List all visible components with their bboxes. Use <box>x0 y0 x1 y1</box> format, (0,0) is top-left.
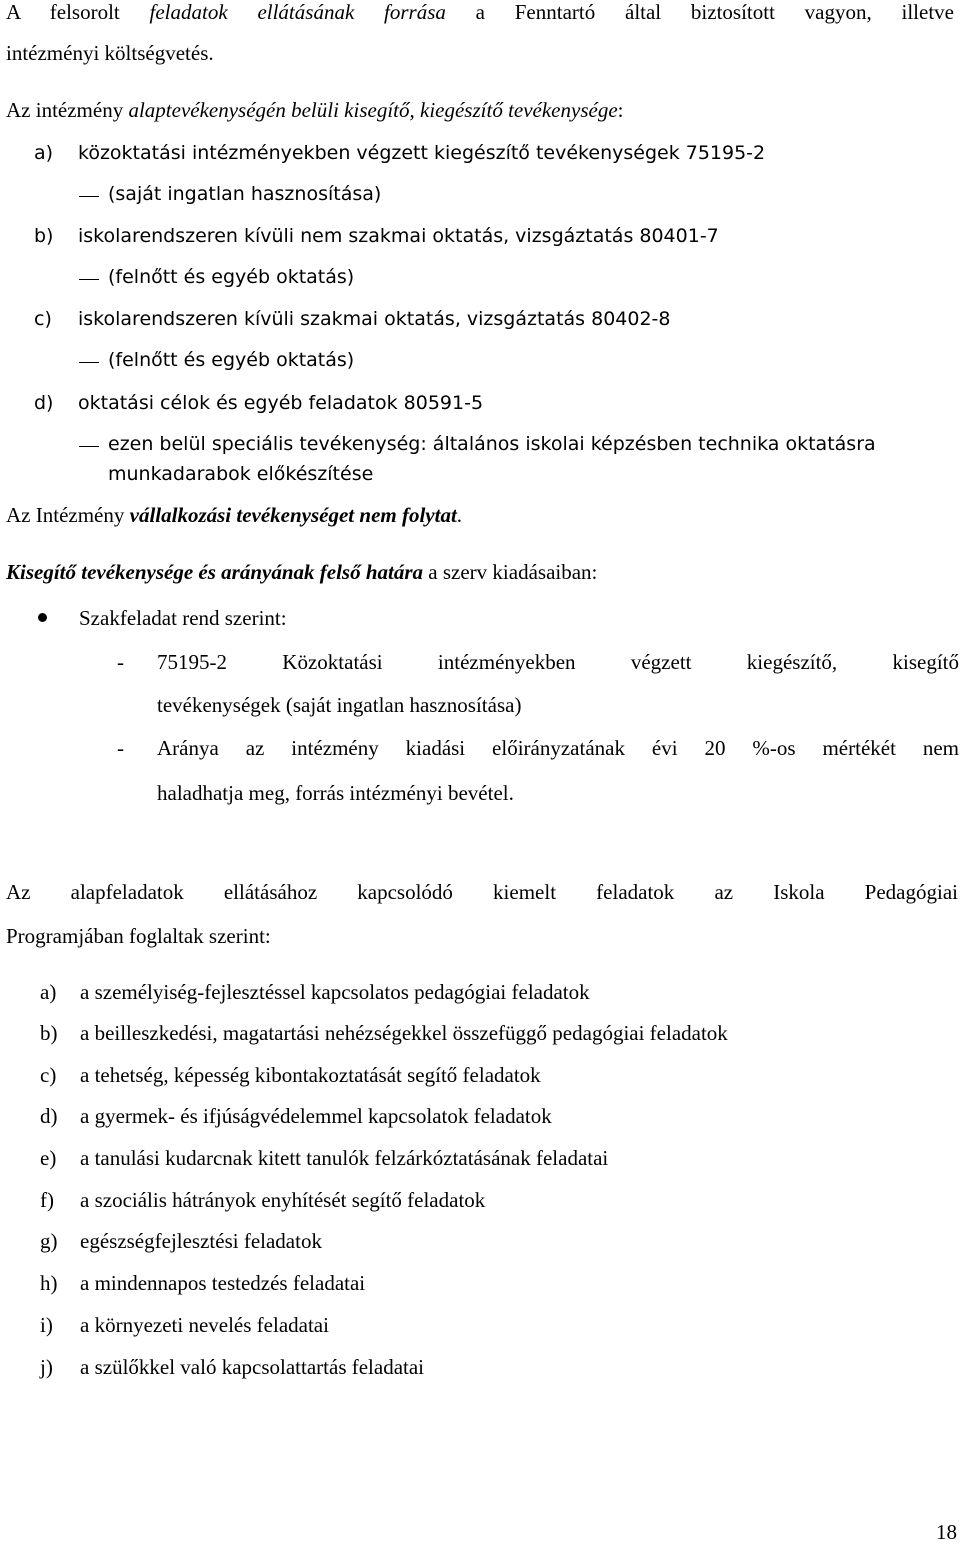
list-item-label: i) <box>40 1313 53 1337</box>
page-number: 18 <box>936 1520 957 1544</box>
dash-icon <box>79 196 99 197</box>
section1-heading-a: Az intézmény <box>6 98 129 122</box>
section3-intro-line1: Az alapfeladatok ellátásához kapcsolódó kiemelt feladatok az Iskola Pedagógiai <box>6 880 958 904</box>
dash-icon <box>79 446 99 447</box>
enterprise-statement <box>6 503 462 528</box>
list-item-label: c) <box>40 1063 57 1087</box>
list-item-label: h) <box>40 1271 58 1295</box>
bullet-item-text: Szakfeladat rend szerint: <box>79 606 287 630</box>
list-item-label: c) <box>34 308 52 330</box>
list-item-text: a szülőkkel való kapcsolattartás feladatai <box>80 1355 425 1379</box>
list-item-text: oktatási célok és egyéb feladatok 80591-5 <box>78 392 484 414</box>
list-subitem-text: (felnőtt és egyéb oktatás) <box>108 266 355 288</box>
section1-heading-c: : <box>617 98 624 122</box>
section1-heading <box>6 98 623 123</box>
dash-item-line2: tevékenységek (saját ingatlan hasznosítása) <box>157 693 522 717</box>
list-item-text: iskolarendszeren kívüli nem szakmai oktatás, vizsgáztatás 80401-7 <box>78 225 719 247</box>
list-item-label: f) <box>40 1188 54 1212</box>
intro-text-a: A felsorolt <box>6 0 150 24</box>
section2-heading-b: a szerv kiadásaiban: <box>423 560 598 584</box>
section2-heading <box>6 560 597 585</box>
section2-heading-emphasis: Kisegítő tevékenysége és arányának felső határa <box>6 560 424 584</box>
list-item-label: a) <box>40 980 57 1004</box>
list-item-label: e) <box>40 1146 57 1170</box>
list-item-label: d) <box>40 1104 58 1128</box>
list-item-text: egészségfejlesztési feladatok <box>80 1229 322 1253</box>
section1-heading-emphasis: alaptevékenységén belüli kisegítő, kiegészítő tevékenysége <box>128 98 618 122</box>
list-item-label: g) <box>40 1229 58 1253</box>
list-item-label: d) <box>34 392 54 414</box>
intro-text-emphasis: feladatok ellátásának forrása <box>149 0 446 24</box>
dash-icon <box>79 279 99 280</box>
intro-paragraph-line1 <box>6 0 954 25</box>
dash-icon <box>79 362 99 363</box>
list-subitem-text: ezen belül speciális tevékenység: általános iskolai képzésben technika oktatásra <box>108 433 876 455</box>
list-item-text: a beilleszkedési, magatartási nehézségekkel összefüggő pedagógiai feladatok <box>80 1021 728 1045</box>
list-item-text: a mindennapos testedzés feladatai <box>80 1271 366 1295</box>
intro-text-c: a Fenntartó által biztosított vagyon, illetve <box>445 0 954 24</box>
bullet-icon <box>38 613 47 622</box>
dash-item-line1: Aránya az intézmény kiadási előirányzatának évi 20 %-os mértékét nem <box>157 736 959 760</box>
list-item-text: a gyermek- és ifjúságvédelemmel kapcsolatok feladatok <box>80 1104 552 1128</box>
dash-item-marker: - <box>117 736 124 760</box>
list-item-label: a) <box>34 142 54 164</box>
dash-item-line1: 75195-2 Közoktatási intézményekben végzett kiegészítő, kisegítő <box>157 650 959 674</box>
list-item-text: a szociális hátrányok enyhítését segítő feladatok <box>80 1188 486 1212</box>
list-item-text: közoktatási intézményekben végzett kiegészítő tevékenységek 75195-2 <box>78 142 766 164</box>
list-subitem-text: (saját ingatlan hasznosítása) <box>108 183 382 205</box>
list-item-label: b) <box>34 225 54 247</box>
list-item-text: a környezeti nevelés feladatai <box>80 1313 329 1337</box>
intro-paragraph-line2: intézményi költségvetés. <box>6 41 214 65</box>
enterprise-text-c: . <box>456 503 463 527</box>
dash-item-line2: haladhatja meg, forrás intézményi bevétel. <box>157 781 514 805</box>
list-subitem-text-continued: munkadarabok előkészítése <box>108 463 374 485</box>
dash-item-marker: - <box>117 650 124 674</box>
enterprise-text-emphasis: vállalkozási tevékenységet nem folytat <box>129 503 457 527</box>
list-item-text: a személyiség-fejlesztéssel kapcsolatos pedagógiai feladatok <box>80 980 590 1004</box>
enterprise-text-a: Az Intézmény <box>6 503 130 527</box>
list-subitem-text: (felnőtt és egyéb oktatás) <box>108 349 355 371</box>
list-item-text: iskolarendszeren kívüli szakmai oktatás, vizsgáztatás 80402-8 <box>78 308 671 330</box>
list-item-text: a tehetség, képesség kibontakoztatását segítő feladatok <box>80 1063 541 1087</box>
list-item-label: j) <box>40 1355 53 1379</box>
list-item-label: b) <box>40 1021 58 1045</box>
section3-intro-line2: Programjában foglaltak szerint: <box>6 924 271 948</box>
list-item-text: a tanulási kudarcnak kitett tanulók felzárkóztatásának feladatai <box>80 1146 609 1170</box>
